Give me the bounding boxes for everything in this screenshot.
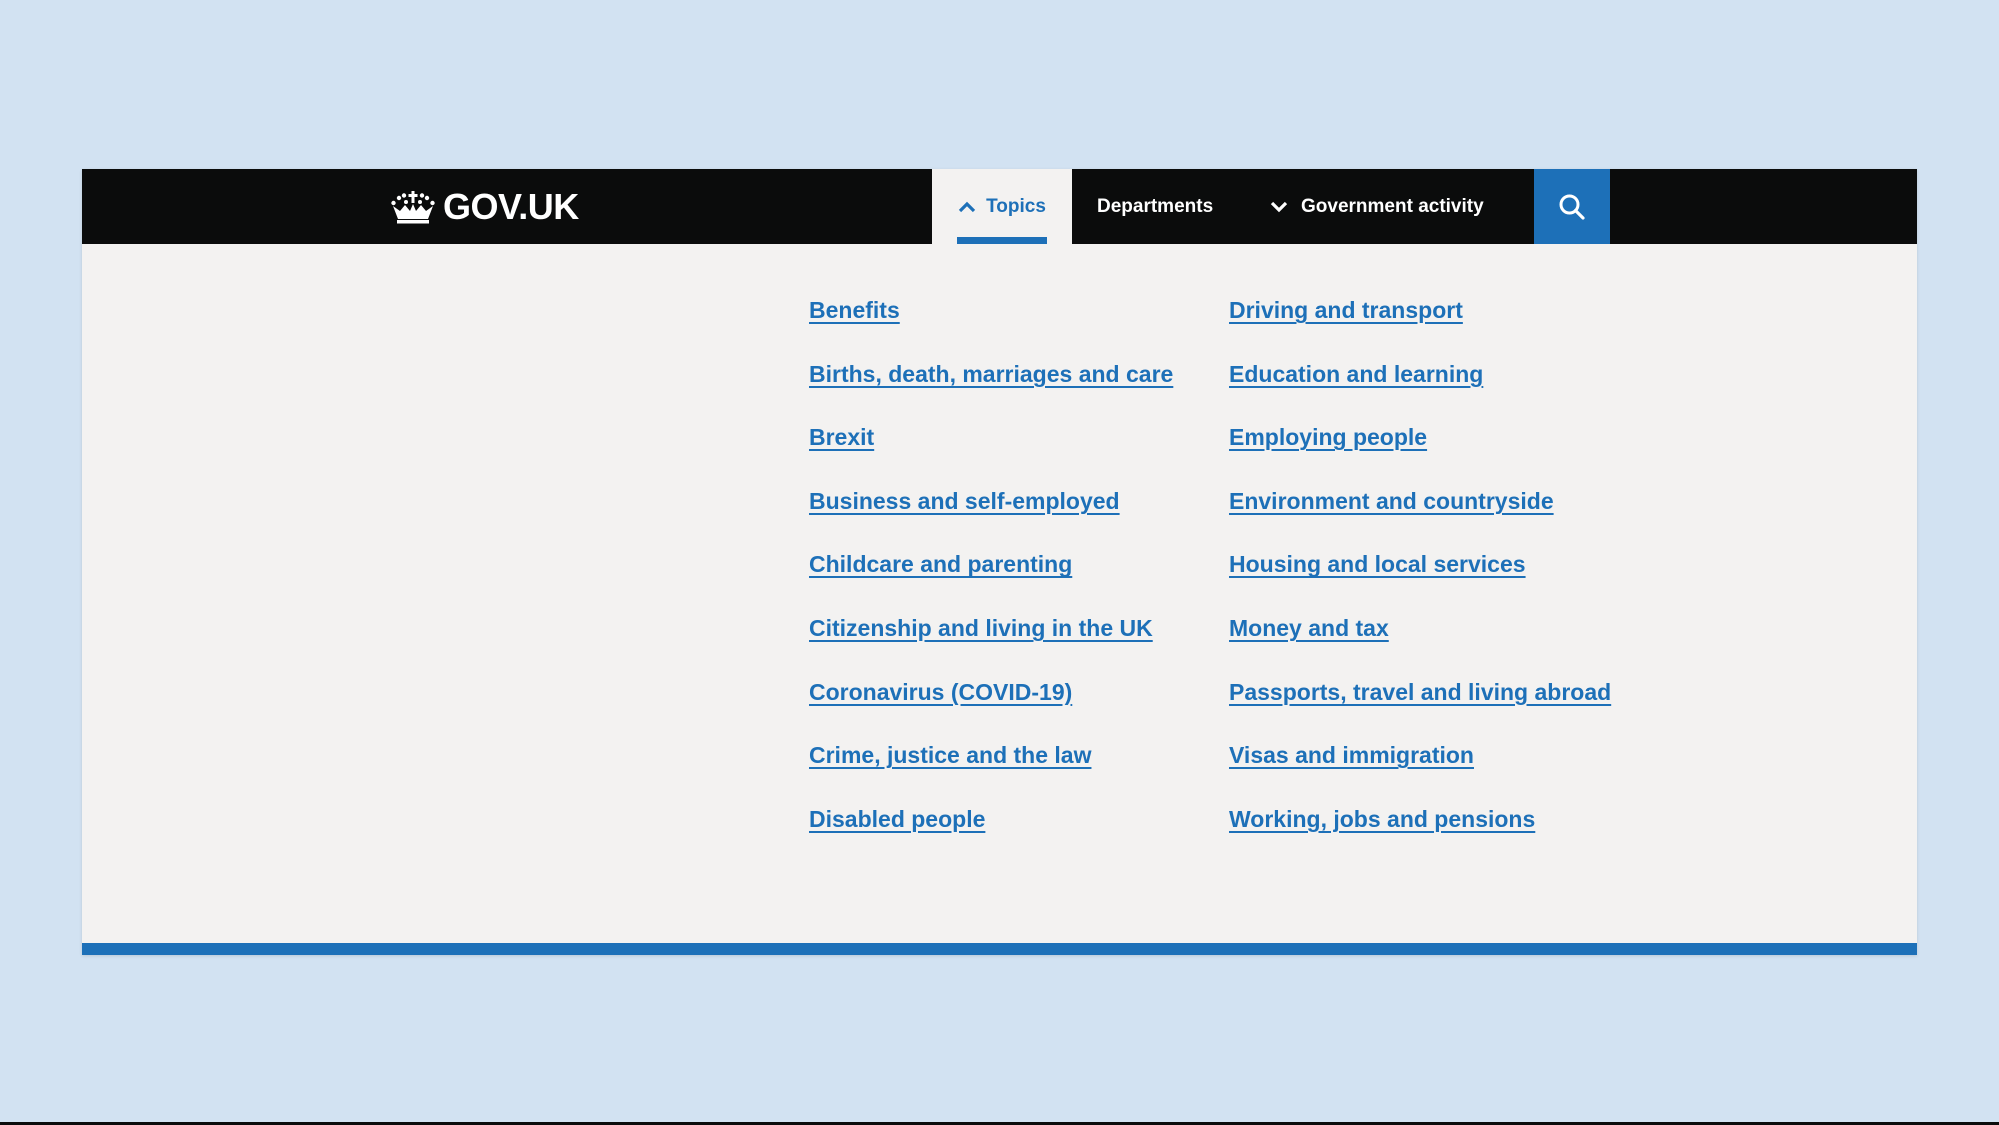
- list-item: [809, 803, 1173, 867]
- topic-link-business[interactable]: Business and self-employed: [809, 487, 1120, 514]
- list-item: [1229, 739, 1611, 803]
- list-item: [1229, 612, 1611, 676]
- crown-icon: [390, 189, 436, 225]
- topic-link-money-tax[interactable]: Money and tax: [1229, 614, 1389, 641]
- chevron-down-icon: [1270, 201, 1288, 213]
- topic-link-brexit[interactable]: Brexit: [809, 424, 875, 451]
- topic-link-environment[interactable]: Environment and countryside: [1229, 487, 1554, 514]
- topics-left-column: [809, 294, 1173, 866]
- list-item: [1229, 676, 1611, 740]
- list-item: [809, 548, 1173, 612]
- list-item: [1229, 485, 1611, 549]
- nav-topics-active-indicator: [957, 237, 1047, 244]
- topics-right-column: [1229, 294, 1611, 866]
- topic-link-childcare[interactable]: Childcare and parenting: [809, 551, 1073, 578]
- nav-topics-button[interactable]: [932, 169, 1072, 244]
- chevron-up-icon: [958, 201, 976, 213]
- topic-link-education[interactable]: Education and learning: [1229, 360, 1484, 387]
- list-item: [809, 421, 1173, 485]
- list-item: [809, 485, 1173, 549]
- menu-bottom-border: [82, 943, 1917, 955]
- topic-link-benefits[interactable]: Benefits: [809, 297, 900, 323]
- nav-departments-label: Departments: [1097, 195, 1214, 217]
- topic-link-births-deaths-marriages[interactable]: Births, death, marriages and care: [809, 360, 1174, 387]
- site-header: [82, 169, 1917, 244]
- list-item: [1229, 421, 1611, 485]
- nav-government-activity-button[interactable]: [1270, 169, 1484, 244]
- topic-link-housing[interactable]: Housing and local services: [1229, 551, 1526, 578]
- topic-link-coronavirus[interactable]: Coronavirus (COVID-19): [809, 678, 1073, 705]
- nav-government-activity-label: Government activity: [1301, 195, 1484, 217]
- topic-link-employing-people[interactable]: Employing people: [1229, 424, 1428, 451]
- search-button[interactable]: [1534, 169, 1610, 244]
- list-item: [809, 358, 1173, 422]
- govuk-logo-link[interactable]: [390, 169, 579, 244]
- topic-link-disabled-people[interactable]: Disabled people: [809, 805, 986, 832]
- nav-topics-label: Topics: [986, 195, 1046, 217]
- topic-link-visas[interactable]: Visas and immigration: [1229, 742, 1474, 769]
- topic-link-passports[interactable]: Passports, travel and living abroad: [1229, 678, 1612, 705]
- list-item: [809, 739, 1173, 803]
- list-item: [809, 612, 1173, 676]
- nav-departments-link[interactable]: [1097, 169, 1213, 244]
- list-item: [1229, 294, 1611, 358]
- govuk-header-frame: [82, 169, 1917, 955]
- topic-link-driving[interactable]: Driving and transport: [1229, 297, 1463, 323]
- govuk-logo-text: GOV.UK: [443, 185, 579, 227]
- topic-link-citizenship[interactable]: Citizenship and living in the UK: [809, 614, 1153, 641]
- topic-link-working-jobs[interactable]: Working, jobs and pensions: [1229, 805, 1536, 832]
- list-item: [1229, 548, 1611, 612]
- topic-link-crime-justice[interactable]: Crime, justice and the law: [809, 742, 1092, 769]
- search-icon: [1558, 193, 1586, 221]
- list-item: [809, 294, 1173, 358]
- list-item: [809, 676, 1173, 740]
- list-item: [1229, 803, 1611, 867]
- topics-menu-panel: [82, 244, 1917, 943]
- list-item: [1229, 358, 1611, 422]
